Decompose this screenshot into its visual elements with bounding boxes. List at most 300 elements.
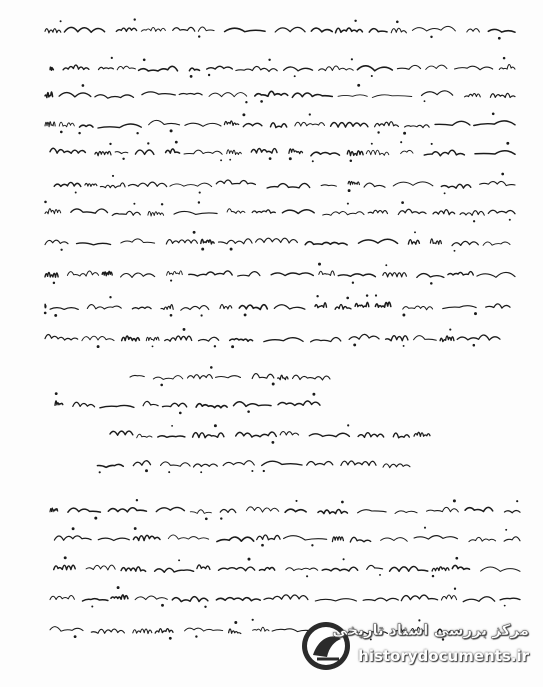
ink-stroke [488, 210, 515, 213]
ink-stroke [143, 401, 158, 405]
ink-stroke [424, 150, 464, 156]
ink-dot [424, 527, 426, 529]
ink-stroke [207, 66, 233, 69]
ink-stroke [166, 240, 197, 244]
ink-stroke [278, 375, 288, 379]
ink-stroke [426, 65, 447, 69]
watermark [299, 617, 529, 679]
ink-stroke [45, 92, 53, 98]
ink-stroke [59, 93, 91, 97]
ink-dot [147, 142, 149, 144]
ink-stroke [417, 274, 444, 278]
ink-stroke [100, 183, 125, 188]
ink-dot [109, 296, 111, 298]
ink-stroke [216, 598, 260, 601]
ink-stroke [397, 65, 420, 69]
ink-dot [294, 75, 296, 77]
ink-stroke [54, 536, 91, 540]
ink-dot [385, 264, 387, 266]
ink-stroke [311, 28, 332, 32]
ink-stroke [161, 305, 173, 310]
ink-stroke [216, 376, 241, 378]
ink-stroke [505, 511, 521, 513]
ink-stroke [135, 596, 167, 600]
ink-dot [247, 410, 250, 413]
ink-stroke [133, 535, 160, 540]
ink-dot [143, 58, 146, 61]
ink-stroke [45, 334, 78, 340]
ink-dot [99, 471, 101, 473]
ink-stroke [369, 29, 387, 32]
ink-stroke [401, 150, 413, 153]
ink-stroke [323, 212, 364, 216]
ink-dot [195, 635, 197, 637]
ink-stroke [375, 302, 390, 307]
ink-stroke [271, 273, 313, 276]
ink-stroke [280, 432, 299, 435]
ink-dot [208, 74, 210, 76]
ink-stroke [128, 182, 166, 187]
ink-stroke [100, 405, 134, 407]
ink-stroke [115, 152, 128, 154]
ink-stroke [236, 432, 277, 437]
ink-stroke [227, 150, 242, 155]
ink-dot [371, 75, 373, 77]
ink-stroke [227, 209, 245, 214]
ink-stroke [63, 65, 89, 70]
handwritten-line [54, 173, 515, 195]
ink-dot [269, 157, 272, 160]
ink-stroke [366, 150, 389, 155]
ink-stroke [198, 27, 214, 31]
ink-stroke [97, 464, 123, 467]
ink-stroke [172, 597, 208, 602]
ink-stroke [133, 629, 152, 634]
ink-dot [473, 344, 476, 347]
ink-stroke [216, 180, 255, 185]
ink-dot [74, 635, 77, 638]
ink-dot [492, 112, 495, 115]
ink-stroke [141, 27, 165, 31]
ink-dot [430, 282, 433, 285]
ink-stroke [55, 401, 63, 405]
ink-dot [289, 157, 292, 160]
ink-stroke [83, 599, 108, 601]
ink-stroke [355, 302, 369, 307]
ink-stroke [441, 595, 456, 600]
ink-stroke [305, 242, 347, 245]
ink-stroke [135, 150, 154, 154]
ink-dot [220, 517, 222, 519]
ink-dot [204, 606, 206, 608]
ink-dot [347, 203, 349, 205]
ink-stroke [309, 433, 349, 436]
ink-stroke [252, 210, 275, 213]
ink-stroke [82, 336, 114, 341]
ink-stroke [117, 66, 135, 70]
ink-dot [455, 557, 458, 560]
ink-stroke [430, 239, 441, 244]
ink-stroke [401, 595, 437, 601]
ink-stroke [95, 151, 111, 155]
ink-dot [352, 282, 354, 284]
ink-dot [210, 366, 213, 369]
ink-dot [402, 314, 405, 317]
ink-stroke [286, 568, 318, 571]
ink-stroke [490, 93, 515, 97]
ink-dot [44, 312, 47, 315]
ink-stroke [477, 272, 515, 277]
ink-stroke [243, 123, 262, 126]
ink-dot [348, 189, 351, 192]
ink-dot [205, 517, 208, 520]
ink-stroke [319, 271, 335, 275]
ink-dot [503, 57, 506, 60]
ink-dot [170, 314, 173, 317]
ink-stroke [197, 565, 210, 570]
ink-stroke [289, 149, 303, 154]
ink-dot [403, 345, 405, 347]
ink-dot [193, 231, 196, 234]
ink-dot [454, 588, 456, 590]
ink-dot [199, 192, 201, 194]
handwritten-line [97, 461, 410, 474]
ink-stroke [463, 597, 495, 602]
ink-stroke [414, 536, 457, 539]
ink-dot [78, 132, 80, 134]
ink-stroke [168, 535, 208, 539]
ink-stroke [153, 376, 183, 380]
ink-stroke [45, 240, 68, 244]
ink-dot [414, 231, 416, 233]
ink-dot [168, 471, 170, 473]
watermark-title: مرکز بررسی اسناد تاریخی [332, 621, 529, 639]
ink-stroke [50, 508, 58, 512]
ink-stroke [398, 209, 426, 214]
ink-dot [505, 529, 507, 531]
ink-stroke [224, 121, 238, 125]
ink-dot [509, 219, 511, 221]
ink-dot [170, 280, 172, 282]
ink-stroke [45, 122, 55, 127]
ink-stroke [165, 336, 192, 341]
ink-stroke [465, 94, 481, 97]
handwritten-line [130, 366, 330, 386]
ink-stroke [167, 271, 183, 276]
ink-stroke [282, 210, 314, 214]
ink-stroke [108, 508, 146, 512]
ink-stroke [336, 28, 363, 33]
ink-dot [400, 141, 402, 143]
ink-stroke [85, 183, 97, 186]
ink-dot [190, 75, 193, 78]
ink-stroke [443, 306, 476, 309]
ink-stroke [414, 336, 437, 341]
ink-stroke [102, 271, 112, 275]
ink-stroke [253, 627, 269, 631]
ink-stroke [403, 306, 433, 310]
ink-dot [473, 220, 475, 222]
ink-stroke [350, 537, 370, 542]
ink-dot [341, 501, 344, 504]
ink-stroke [349, 334, 379, 339]
handwritten-line [44, 294, 510, 316]
ink-stroke [86, 565, 115, 570]
ink-stroke [338, 95, 367, 97]
ink-dot [161, 203, 163, 205]
ink-stroke [146, 337, 159, 341]
ink-stroke [73, 402, 95, 407]
ink-stroke [368, 210, 387, 213]
ink-stroke [50, 308, 78, 310]
ink-dot [112, 175, 114, 177]
ink-dot [353, 343, 356, 346]
ink-stroke [148, 211, 164, 216]
ink-stroke [239, 305, 267, 310]
ink-stroke [50, 627, 83, 632]
ink-dot [230, 248, 233, 251]
ink-dot [268, 59, 270, 61]
ink-stroke [375, 122, 399, 127]
ink-dot [234, 621, 237, 624]
ink-stroke [50, 67, 54, 70]
ink-stroke [274, 305, 305, 309]
ink-stroke [50, 148, 85, 153]
ink-stroke [225, 28, 265, 32]
ink-stroke [71, 209, 108, 213]
ink-stroke [188, 375, 213, 379]
ink-stroke [358, 433, 384, 438]
ink-dot [136, 499, 138, 501]
ink-stroke [408, 240, 419, 245]
ink-stroke [99, 67, 114, 69]
ink-dot [401, 201, 404, 204]
ink-stroke [238, 272, 260, 276]
ink-stroke [199, 337, 219, 341]
ink-dot [295, 500, 297, 502]
ink-stroke [193, 433, 224, 438]
ink-stroke [460, 211, 484, 216]
ink-stroke [217, 537, 254, 542]
ink-dot [498, 37, 501, 40]
ink-stroke [264, 338, 303, 342]
ink-stroke [170, 183, 212, 187]
ink-stroke [264, 595, 308, 600]
ink-stroke [427, 507, 459, 511]
ink-dot [272, 383, 275, 386]
ink-stroke [98, 124, 141, 128]
ink-dot [161, 604, 164, 607]
ink-stroke [59, 122, 74, 127]
ink-stroke [64, 27, 104, 32]
handwritten-line [50, 141, 515, 162]
ink-dot [198, 201, 200, 203]
ink-stroke [142, 92, 175, 95]
ink-stroke [348, 181, 359, 185]
ink-stroke [184, 150, 222, 154]
ink-stroke [68, 508, 101, 512]
ink-stroke [383, 273, 407, 277]
ink-dot [309, 113, 311, 115]
ink-stroke [67, 271, 98, 276]
ink-stroke [475, 151, 515, 155]
ink-stroke [284, 536, 327, 540]
handwritten-line [50, 57, 515, 78]
ink-stroke [220, 305, 232, 309]
ink-dot [200, 471, 202, 473]
ink-stroke [341, 461, 376, 466]
ink-stroke [251, 149, 277, 154]
ink-dot [311, 544, 313, 546]
ink-dot [245, 101, 247, 103]
ink-dot [432, 575, 434, 577]
ink-dot [111, 57, 113, 59]
ink-dot [504, 605, 506, 607]
ink-stroke [452, 241, 478, 245]
ink-stroke [155, 568, 194, 572]
handwritten-line [44, 201, 515, 223]
ink-stroke [500, 598, 520, 600]
ink-stroke [367, 565, 383, 569]
ink-dot [260, 100, 263, 103]
ink-stroke [209, 93, 247, 97]
ink-stroke [110, 431, 133, 435]
ink-dot [198, 35, 200, 37]
ink-dot [175, 141, 178, 144]
ink-stroke [465, 507, 493, 511]
ink-stroke [158, 436, 185, 438]
ink-stroke [121, 567, 146, 571]
ink-stroke [338, 274, 375, 277]
ink-stroke [174, 211, 217, 214]
ink-dot [122, 158, 124, 160]
ink-dot [371, 143, 373, 145]
ink-stroke [256, 238, 298, 243]
ink-dot [117, 586, 120, 589]
ink-stroke [271, 123, 287, 128]
ink-stroke [149, 120, 180, 124]
ink-dot [171, 425, 173, 427]
handwritten-line [45, 231, 510, 252]
ink-stroke [295, 122, 325, 126]
ink-stroke [80, 125, 94, 127]
ink-dot [271, 441, 274, 444]
handwritten-line [54, 556, 520, 577]
ink-stroke [219, 567, 255, 571]
ink-stroke [196, 404, 227, 408]
ink-dot [343, 558, 345, 560]
ink-dot [229, 159, 231, 161]
ink-dot [375, 294, 377, 296]
ink-stroke [448, 272, 473, 275]
ink-dot [430, 36, 432, 38]
ink-dot [431, 143, 433, 145]
ink-stroke [252, 374, 274, 379]
ink-stroke [87, 305, 121, 309]
handwritten-line [55, 392, 320, 414]
ink-stroke [139, 66, 178, 71]
ink-stroke [393, 433, 409, 438]
ink-stroke [315, 303, 327, 308]
ink-stroke [220, 509, 236, 513]
ink-dot [506, 142, 509, 145]
ink-stroke [121, 273, 155, 277]
ink-dot [449, 329, 451, 331]
ink-dot [109, 143, 111, 145]
handwritten-line [54, 527, 520, 547]
ink-stroke [335, 305, 351, 310]
ink-stroke [137, 434, 152, 438]
ink-dot [357, 84, 360, 87]
ink-stroke [321, 185, 336, 186]
ink-stroke [189, 68, 199, 71]
ink-dot [60, 20, 62, 22]
ink-stroke [260, 567, 275, 570]
ink-dot [55, 392, 58, 395]
ink-dot [444, 192, 446, 194]
ink-stroke [230, 339, 253, 342]
ink-stroke [412, 26, 455, 31]
ink-stroke [278, 401, 320, 406]
ink-stroke [219, 239, 253, 244]
ink-stroke [189, 271, 232, 276]
ink-stroke [185, 123, 221, 126]
ink-stroke [504, 537, 520, 541]
ink-stroke [45, 304, 46, 308]
handwritten-line [110, 424, 430, 444]
ink-stroke [98, 538, 129, 540]
ink-stroke [422, 91, 453, 96]
ink-dot [53, 282, 55, 284]
ink-stroke [262, 461, 302, 465]
ink-stroke [194, 464, 218, 467]
ink-dot [396, 21, 399, 24]
ink-stroke [347, 150, 363, 155]
ink-stroke [45, 209, 61, 214]
ink-stroke [469, 537, 496, 541]
ink-stroke [181, 306, 209, 311]
ink-dot [306, 575, 308, 577]
ink-stroke [358, 510, 387, 513]
ink-dot [64, 556, 67, 559]
ink-dot [60, 131, 63, 134]
ink-stroke [95, 95, 134, 98]
ink-stroke [285, 509, 306, 512]
ink-stroke [318, 510, 347, 514]
ink-stroke [50, 595, 74, 599]
ink-dot [134, 18, 136, 20]
ink-dot [60, 249, 62, 251]
ink-stroke [332, 537, 343, 542]
ink-stroke [372, 95, 412, 98]
ink-dot [244, 313, 247, 316]
ink-stroke [499, 64, 515, 69]
ink-stroke [433, 210, 455, 215]
ink-dot [82, 84, 85, 87]
ink-stroke [255, 91, 288, 96]
ink-dot [178, 559, 180, 561]
ink-stroke [293, 375, 331, 380]
ink-stroke [236, 66, 277, 71]
ink-dot [379, 574, 381, 576]
ink-stroke [116, 28, 136, 31]
ink-stroke [229, 629, 241, 634]
ink-stroke [185, 628, 223, 631]
ink-dot [318, 263, 321, 266]
ink-stroke [201, 239, 214, 243]
ink-stroke [156, 507, 184, 511]
ink-dot [263, 470, 265, 472]
